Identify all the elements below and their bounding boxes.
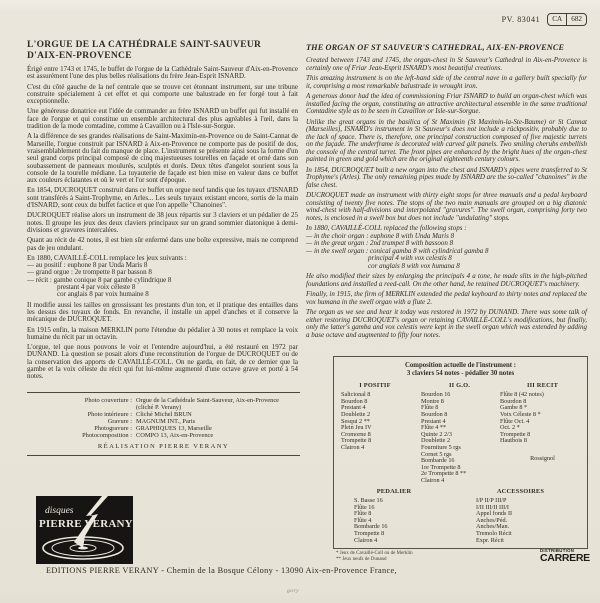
- pedalier-column: [334, 489, 454, 545]
- stop-item: Bourdon 8: [341, 397, 368, 405]
- french-paragraph: — grand orgue : 2e trompette 8 par basson 8: [27, 268, 152, 277]
- stop-item: Bombarde 16: [354, 523, 388, 531]
- distribution-label: DISTRIBUTION: [540, 548, 575, 553]
- credit-row: [27, 425, 300, 432]
- grand-orgue-stops: [421, 392, 498, 484]
- french-paragraph: prestant 4 par voix céleste 8: [57, 283, 136, 292]
- english-paragraph: principal 4 with vox celestis 8: [368, 254, 452, 262]
- credit-label: Photo intérieure :: [87, 411, 132, 418]
- english-paragraph: — in the swell organ : conical gamba 8 with cylindrical gamba 8: [306, 246, 489, 255]
- stop-item: Bourdon 8: [421, 410, 448, 418]
- accessory-item: Anches/Péd.: [476, 516, 508, 524]
- pedalier-stops: [334, 498, 454, 544]
- publisher-address: EDITIONS PIERRE VERANY - Chemin de la Bosque Célony - 13090 Aix-en-Provence France,: [46, 566, 397, 575]
- stop-item: Oct. 2 *: [500, 424, 520, 432]
- stop-item: Plein Jeu IV: [341, 424, 372, 432]
- credit-value: GRAPHIQUES 13, Marseille: [136, 425, 212, 432]
- stop-item: Cromorne 8: [341, 430, 371, 438]
- stop-item: Flûte 16: [354, 503, 375, 511]
- french-paragraph: C'est du côté gauche de la nef centrale que se trouve cet étonnant instrument, sur une tribune construite spécialement à cet effet et qui comporte une balustrade en fer forgé tout à fait exceptionnelle.: [27, 82, 298, 106]
- stop-item: Bombarde 16: [421, 457, 455, 465]
- stop-item: Flûte 8: [421, 404, 439, 412]
- credit-value: COMPO 13, Aix-en-Provence: [136, 432, 214, 439]
- positif-header: I POSITIF: [359, 381, 391, 389]
- logo-disques-text: disques: [45, 506, 74, 516]
- french-paragraph: L'orgue, tel que nous pouvons le voir et l'entendre aujourd'hui, a été restauré en 1972 par DUNAND. La question se posait alors d'une reconstitution de l'orgue de DUCROQUET ou de la conservation des apports de CAVAILLÉ-COLL. On ne garda, en fait, de ce dernier que la gambe et la voix céleste du récit qui fut lui-même augmenté d'une octave grave et porté à 54 notes.: [27, 343, 298, 381]
- stop-item: Doublette 2: [341, 410, 371, 418]
- stop-item: Bourdon 16: [421, 391, 451, 399]
- english-paragraph: Created between 1743 and 1745, the organ-chest in St Sauveur's Cathedral in Aix-en-Provence is certainly one of Friar Jean-Esprit ISNARD's most beautiful creations.: [306, 56, 587, 72]
- english-paragraph: This amazing instrument is on the left-hand side of the central nave in a gallery built specially for it, comprising a most remarkable balustrade in wrought iron.: [306, 74, 587, 90]
- stop-item: Doublette 2: [421, 437, 451, 445]
- stop-item: Fourniture 5 rgs: [421, 443, 461, 451]
- stop-item: Salicional 8: [341, 391, 371, 399]
- stop-item: Quinte 2 2/3: [421, 430, 452, 438]
- credit-label: Photogravure :: [94, 425, 132, 432]
- catalog-number-block: [502, 13, 587, 26]
- stop-item: Clairon 4: [341, 443, 365, 451]
- english-paragraph: In 1880, CAVAILLÉ-COLL replaced the following stops :: [306, 224, 467, 232]
- french-column: [27, 40, 298, 381]
- stop-item: Voix Céleste 8 *: [500, 410, 541, 418]
- french-body-text: [27, 66, 298, 381]
- accessoires-header: ACCESSOIRES: [496, 487, 545, 495]
- carrere-distribution-logo: [540, 548, 590, 564]
- english-paragraph: Finally, in 1915, the firm of MERKLIN extended the pedal keyboard to thirty notes and replaced the vox humana in the swell organ with a flute 2.: [306, 290, 587, 306]
- distribution-name: CARRERE: [540, 552, 590, 564]
- stop-item: Montre 8: [421, 397, 444, 405]
- french-paragraph: — récit : gambe conique 8 par gambe cylindrique 8: [27, 275, 172, 284]
- stop-item: Hautbois 8: [500, 437, 527, 445]
- stop-item: Trompette 8: [354, 530, 385, 538]
- french-title-line2: D'AIX-EN-PROVENCE: [27, 50, 132, 61]
- stop-item: Bourdon 8: [500, 397, 527, 405]
- credit-label: Gravure :: [107, 418, 132, 425]
- accessory-item: Expr. Récit: [476, 536, 504, 544]
- stop-item: Clairon 4: [354, 536, 378, 544]
- credit-row: [27, 418, 300, 425]
- stop-item: 2e Trompette 8 **: [421, 470, 467, 478]
- stoplist-footnotes: [336, 551, 413, 562]
- french-paragraph: Il modifie aussi les tailles en grossissant les prestants d'un ton, et il pratique des entailles dans les dessus des tuyaux de fonds. En revanche, il installe un appel d'anches et il conserve la mécanique de DUCROQUET.: [27, 300, 298, 324]
- stoplist-title: [334, 362, 587, 378]
- accessory-item: Anches/Man.: [476, 523, 510, 531]
- stop-item: Trompette 8: [341, 437, 372, 445]
- credit-row: [27, 397, 300, 411]
- catalog-code-box: [547, 13, 587, 26]
- english-paragraph: In 1854, DUCROQUET built a new organ into the chest and ISNARD's pipes were transferred to St Trophyme's (Arles). The only remaining pipes made by ISNARD are the so-called "chanoines" in the false chest.: [306, 165, 587, 189]
- french-paragraph: Une généreuse donatrice eut l'idée de commander au frère ISNARD un buffet qui fut installé en face de l'orgue et qui constitue un ensemble architectural des plus agréables à l'œil, dans la tradition de la mode comtadine, comme à Cavaillon ou à l'Isle-sur-Sorgue.: [27, 107, 298, 131]
- french-title-line1: L'ORGUE DE LA CATHÉDRALE SAINT-SAUVEUR: [27, 40, 262, 50]
- stoplist-box: [333, 356, 588, 549]
- english-body-text: [306, 57, 587, 339]
- credit-row: [27, 411, 300, 418]
- catalog-number: PV. 83041: [501, 15, 541, 24]
- credits-block: [27, 392, 300, 456]
- positif-stops: [341, 392, 416, 451]
- credit-row: [27, 432, 300, 439]
- english-paragraph: DUCROQUET made an instrument with thirty eight stops for three manuals and a pedal keyboard consisting of twenty five notes. The stops of the two main manuals are grouped on a big diatonic wind-chest with half-divisions and interpolated "gravures". The swell organ, comprising forty two notes, is enclosed in a swell box but does not include "undulating" stops.: [306, 191, 587, 222]
- accessoires-column: [454, 489, 587, 545]
- credit-label: Photo couverture :: [84, 397, 132, 404]
- grand-orgue-column: [416, 383, 498, 485]
- french-paragraph: A la différence de ses grandes réalisations de Saint-Maximin-en-Provence ou de Saint-Cannat de Marseille, l'orgue construit par ISNARD à Aix-en-Provence ne comporte pas de positif de dos, vraisemblablement du fait du manque de place. L'instrument se présente ainsi sous la forme d'un seul grand corps principal composé de cinq majestueuses tourelles en façade et orné dans son soubassement de panneaux moulurés, sculptés et dorés. Deux têtes d'angelot sourient sous la console de la tourelle médiane. La tuyauterie de façade est bien mise en valeur dans ce buffet aux couleurs éclatantes et où le vert et l'or sont d'époque.: [27, 132, 298, 185]
- english-paragraph: Unlike the great organs in the basilica of St Maximin (St Maximin-la-Ste-Baume) or St Cannat (Marseilles), ISNARD's instrument in St Sauveur's does not include a rückpositiv, probably due to the lack of space. There is, therefore, one principal construction composed of five majestic turrets on the façade. The underframe is decorated with carved gilt panels. Two smiling cherubs embellish the console of the central turret. The front pipes are enhanced by the bright hues of the organ-chest painted in green and gold which are the original eighteenth century colours.: [306, 117, 587, 163]
- english-paragraph: A generous donor had the idea of commissioning Friar ISNARD to build an organ-chest which was installed facing the organ, constituting an attractive architectural ensemble in the same traditional Comtadine style as to be seen in Cavaillon or Isle-sur-Sorgue.: [306, 92, 587, 115]
- credit-label: Photocomposition :: [82, 432, 132, 439]
- french-paragraph: En 1880, CAVAILLÉ-COLL remplace les jeux suivants :: [27, 253, 187, 262]
- english-paragraph: — in the great organ : 2nd trumpet 8 with bassoon 8: [306, 239, 454, 247]
- stop-item: Flûte 4 **: [421, 424, 447, 432]
- credit-value: Cliché Michel BRUN: [136, 411, 192, 418]
- english-column: [306, 43, 587, 339]
- catalog-code-right: 682: [566, 14, 586, 25]
- english-paragraph: The organ as we see and hear it today was restored in 1972 by DUNAND. There was some talk of either restoring DUCROQUET's organ or retaining CAVAILLÉ-COLL's modifications, but finally, only the latter's gamba and vox celestis were kept in the swell organ which was extended by adding a base octave and augmented to fifty four notes.: [306, 308, 587, 339]
- french-title: [27, 40, 298, 61]
- recit-stops: [498, 392, 587, 445]
- english-paragraph: — in the choir organ : euphone 8 with Unda Maris 8: [306, 231, 455, 240]
- stop-item: Flûte 8: [354, 510, 372, 518]
- printer-credit: gory: [287, 588, 300, 594]
- stop-item: Cornet 5 rgs: [421, 450, 452, 458]
- accessoires-items: [454, 498, 587, 544]
- stop-item: Clairon 4: [421, 476, 445, 484]
- recit-header: III RECIT: [526, 381, 559, 389]
- pedalier-header: PEDALIER: [376, 487, 412, 495]
- french-paragraph: En 1915 enfin, la maison MERKLIN porte l'étendue du pédalier à 30 notes et remplace la voix humaine du récit par un octavin.: [27, 325, 298, 341]
- footnote-cavaille-coll: * Jeux de Cavaillé-Coll ou de Merklin: [336, 551, 413, 556]
- positif-column: [334, 383, 416, 485]
- grand-orgue-header: II G.O.: [448, 381, 471, 389]
- accessory-item: I/II III/II III/I: [476, 503, 509, 511]
- catalog-code-left: CA: [552, 15, 563, 23]
- logo-name-text: PIERRE VERANY: [39, 518, 133, 530]
- french-paragraph: Quant au récit de 42 notes, il est bien sûr enfermé dans une boîte expressive, mais ne comprend pas de jeu ondulant.: [27, 236, 298, 252]
- stop-item: Gambe 8 *: [500, 404, 528, 412]
- english-paragraph: cor anglais 8 with vox humana 8: [368, 261, 460, 270]
- credit-value: MAGNUM INT., Paris: [136, 418, 196, 425]
- stop-item: 1re Trompette 8: [421, 463, 461, 471]
- stop-item: Flûte 8 (42 notes): [500, 391, 544, 399]
- stop-item: Prestant 4: [341, 404, 366, 412]
- stop-item: Prestant 4: [421, 417, 446, 425]
- rossignol-stop: Rossignol: [530, 454, 555, 462]
- accessory-item: I/P II/P III/P: [476, 497, 507, 505]
- stop-item: S. Basse 16: [354, 497, 383, 505]
- credit-value: Orgue de la Cathédrale Saint-Sauveur, Aix-en-Provence (cliché P. Verany): [136, 397, 280, 411]
- accessory-item: Tremolo Récit: [476, 530, 512, 538]
- french-paragraph: cor anglais 8 par voix humaine 8: [57, 290, 149, 299]
- realisation-credit: RÉALISATION PIERRE VERANY: [97, 443, 230, 450]
- recit-column: [498, 383, 587, 485]
- pierre-verany-logo: [36, 496, 133, 564]
- stoplist-columns: [334, 383, 587, 485]
- french-paragraph: En 1854, DUCROQUET construit dans ce buffet un orgue neuf tandis que les tuyaux d'ISNARD sont transférés à Saint-Trophyme, en Arles... Les seuls tuyaux existant encore, sortis de la main d'ISNARD, sont ceux du buffet factice et que l'on appelle "Chanoines".: [27, 186, 298, 210]
- stoplist-title-line1: Composition actuelle de l'instrument :: [404, 362, 516, 369]
- stoplist-lower-row: [334, 489, 587, 545]
- english-paragraph: He also modified their sizes by enlarging the principals 4 a tone, he made slits in the high-pitched foundations and installed a reed-call. On the other hand, he retained DUCROQUET's machinery.: [306, 272, 587, 288]
- stop-item: Trompette 8: [500, 430, 531, 438]
- accessory-item: Appel fonds II: [476, 510, 513, 518]
- stop-item: Flûte Oct. 4: [500, 417, 530, 425]
- stop-item: Sesqui 2 **: [341, 417, 370, 425]
- stop-item: Flûte 4: [354, 516, 372, 524]
- french-paragraph: Érigé entre 1743 et 1745, le buffet de l'orgue de la Cathédrale Saint-Sauveur d'Aix-en-Provence est assurément l'une des plus belles réalisations du frère Jean-Esprit ISNARD.: [27, 65, 298, 81]
- french-paragraph: DUCROQUET réalise alors un instrument de 38 jeux répartis sur 3 claviers et un pédalier de 25 notes. Il groupe les jeux des deux claviers principaux sur un grand sommier diatonique à demi-divisions et gravures intercalées.: [27, 211, 298, 234]
- stoplist-title-line2: 3 claviers 54 notes - pédalier 30 notes: [406, 369, 515, 377]
- english-title: THE ORGAN OF ST SAUVEUR'S CATHEDRAL, AIX-EN-PROVENCE: [306, 43, 565, 52]
- french-paragraph: — au positif : euphone 8 par Unda Maris 8: [27, 261, 148, 270]
- footnote-dunand: ** Jeux neufs de Dunand: [336, 556, 387, 562]
